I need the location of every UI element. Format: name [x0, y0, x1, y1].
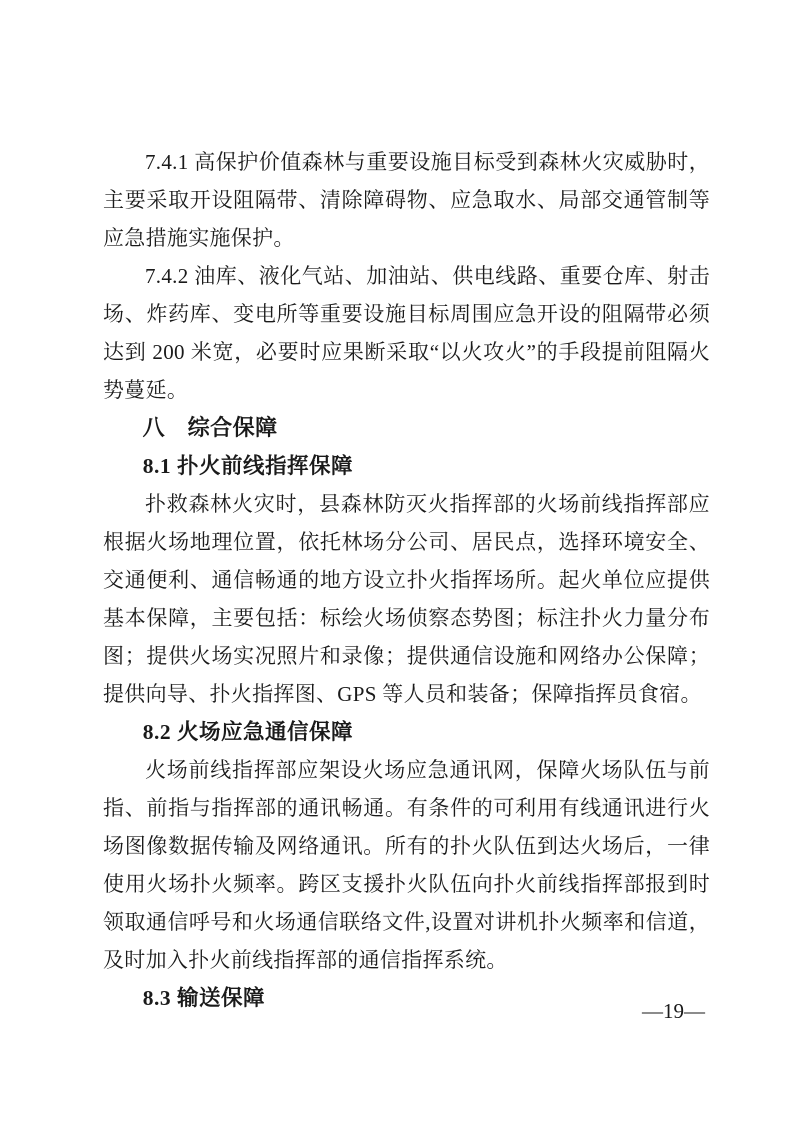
paragraph-8-2-body: 火场前线指挥部应架设火场应急通讯网，保障火场队伍与前指、前指与指挥部的通讯畅通。有条件的可利用有线通讯进行火场图像数据传输及网络通讯。所有的扑火队伍到达火场后，一律使用火场扑火频率。跨区支援扑火队伍向扑火前线指挥部报到时领取通信呼号和火场通信联络文件,设置对讲机扑火频率和信道，及时加入扑火前线指挥部的通信指挥系统。	[103, 758, 710, 972]
text-block	[103, 143, 710, 1017]
paragraph-8-1-body: 扑救森林火灾时，县森林防灭火指挥部的火场前线指挥部应根据火场地理位置，依托林场分公司、居民点，选择环境安全、交通便利、通信畅通的地方设立扑火指挥场所。起火单位应提供基本保障，主要包括：标绘火场侦察态势图；标注扑火力量分布图；提供火场实况照片和录像；提供通信设施和网络办公保障；提供向导、扑火指挥图、GPS 等人员和装备；保障指挥员食宿。	[103, 492, 710, 706]
subsection-heading-8-3: 8.3 输送保障	[142, 986, 266, 1010]
section-heading-8: 八 综合保障	[142, 415, 278, 440]
paragraph-7-4-2: 7.4.2 油库、液化气站、加油站、供电线路、重要仓库、射击场、炸药库、变电所等重要设施目标周围应急开设的阻隔带必须达到 200 米宽，必要时应果断采取“以火攻火”的手段提前阻隔火势蔓延。	[103, 264, 710, 402]
paragraph-7-4-1: 7.4.1 高保护价值森林与重要设施目标受到森林火灾威胁时，主要采取开设阻隔带、清除障碍物、应急取水、局部交通管制等应急措施实施保护。	[103, 150, 710, 250]
subsection-heading-8-1: 8.1 扑火前线指挥保障	[142, 454, 354, 478]
page-number: —19—	[642, 999, 705, 1023]
subsection-heading-8-2: 8.2 火场应急通信保障	[142, 720, 354, 744]
